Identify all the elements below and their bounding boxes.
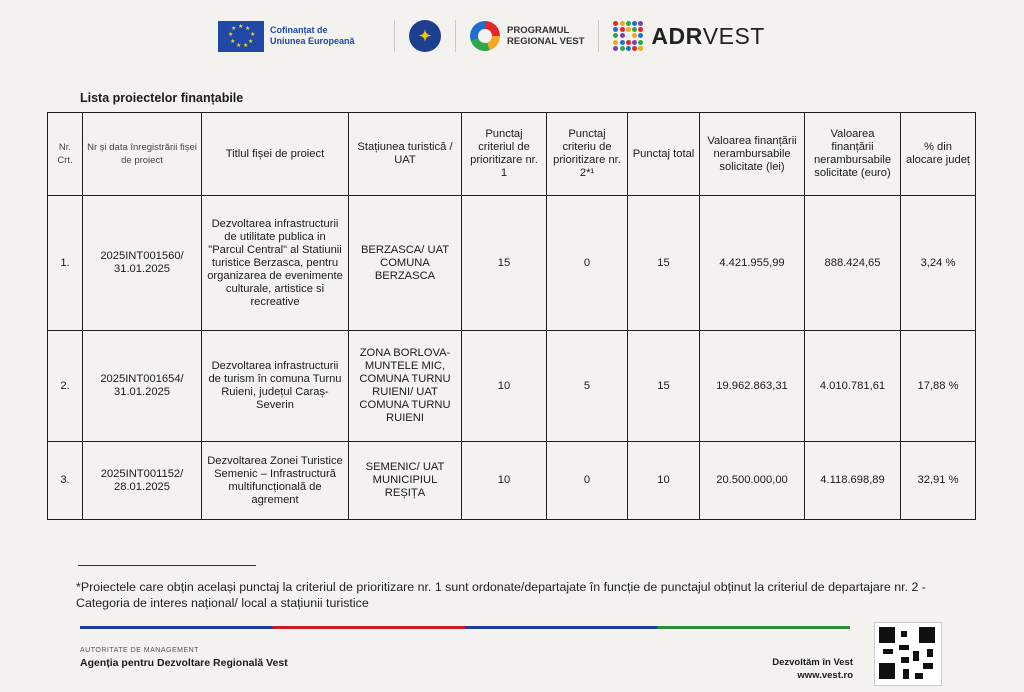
cell-total-score: 10 [628, 442, 700, 520]
header-total-score: Punctaj total [628, 113, 700, 196]
cell-project-title: Dezvoltarea infrastructurii de turism în comuna Turnu Ruieni, județul Caraș-Severin [202, 331, 349, 442]
header-nr: Nr. Crt. [48, 113, 83, 196]
header-value-lei: Valoarea finanțării nerambursabile solicitate (lei) [700, 113, 805, 196]
cell-score-1: 10 [462, 331, 547, 442]
agency-name: Agenția pentru Dezvoltare Regională Vest [80, 657, 288, 669]
cell-score-1: 10 [462, 442, 547, 520]
header-allocation-percent: % din alocare județ [901, 113, 976, 196]
header-value-euro: Valoarea finanțării nerambursabile solicitate (euro) [805, 113, 901, 196]
cell-score-2: 0 [547, 442, 628, 520]
cell-nr: 3. [48, 442, 83, 520]
header-station: Stațiunea turistică / UAT [349, 113, 462, 196]
cell-nr: 1. [48, 196, 83, 331]
cell-value-lei: 19.962.863,31 [700, 331, 805, 442]
footer-motto [757, 656, 853, 682]
projects-table [47, 112, 976, 520]
cell-nr: 2. [48, 331, 83, 442]
cell-allocation-percent: 17,88 % [901, 331, 976, 442]
website-link[interactable]: www.vest.ro [797, 670, 853, 681]
header-logos [218, 14, 765, 58]
cell-total-score: 15 [628, 331, 700, 442]
eu-cofinancing-label: Cofinanțat de Uniunea Europeană [270, 25, 355, 46]
cell-value-lei: 4.421.955,99 [700, 196, 805, 331]
header-registration: Nr și data înregistrării fișei de proiect [83, 113, 202, 196]
qr-code-icon[interactable] [874, 622, 942, 686]
cell-score-2: 5 [547, 331, 628, 442]
eu-flag-icon: ★ ★ ★ ★ ★ ★ ★ ★ ★ [218, 21, 264, 52]
cell-allocation-percent: 32,91 % [901, 442, 976, 520]
cell-project-title: Dezvoltarea infrastructurii de utilitate publica in "Parcul Central" al Statiunii turistice Berzasca, pentru organizarea de evenimente culturale, artistice si recreative [202, 196, 349, 331]
header-score-1: Punctaj criteriul de prioritizare nr. 1 [462, 113, 547, 196]
cell-total-score: 15 [628, 196, 700, 331]
cell-registration: 2025INT001654/ 31.01.2025 [83, 331, 202, 442]
cell-score-1: 15 [462, 196, 547, 331]
cell-registration: 2025INT001152/ 28.01.2025 [83, 442, 202, 520]
table-row [48, 442, 976, 520]
cell-station: SEMENIC/ UAT MUNICIPIUL REȘIȚA [349, 442, 462, 520]
table-row [48, 196, 976, 331]
footer-color-bar [80, 626, 850, 629]
adr-vest-logo-icon [613, 21, 643, 51]
footnote-divider [78, 565, 256, 566]
cell-station: ZONA BORLOVA-MUNTELE MIC, COMUNA TURNU RUIENI/ UAT COMUNA TURNU RUIENI [349, 331, 462, 442]
table-header-row [48, 113, 976, 196]
cell-score-2: 0 [547, 196, 628, 331]
cell-value-euro: 888.424,65 [805, 196, 901, 331]
footnote: *Proiectele care obțin același punctaj la criteriul de prioritizare nr. 1 sunt ordonate/departajate în funcție de punctajul obținut la criteriul de departajare nr. 2 - Categoria de interes național/ local a stațiunii turistice [76, 580, 926, 610]
list-title: Lista proiectelor finanțabile [80, 91, 244, 105]
cell-project-title: Dezvoltarea Zonei Turistice Semenic – Infrastructură multifuncțională de agrement [202, 442, 349, 520]
cell-value-lei: 20.500.000,00 [700, 442, 805, 520]
cell-value-euro: 4.010.781,61 [805, 331, 901, 442]
header-project-title: Titlul fișei de proiect [202, 113, 349, 196]
regional-program-label: PROGRAMUL REGIONAL VEST [507, 25, 585, 47]
cell-registration: 2025INT001560/ 31.01.2025 [83, 196, 202, 331]
motto-text: Dezvoltăm în Vest [772, 657, 853, 668]
header-score-2: Punctaj criteriu de prioritizare nr. 2*¹ [547, 113, 628, 196]
table-row [48, 331, 976, 442]
cell-allocation-percent: 3,24 % [901, 196, 976, 331]
cell-value-euro: 4.118.698,89 [805, 442, 901, 520]
management-authority-label: AUTORITATE DE MANAGEMENT [80, 647, 199, 654]
regional-program-logo-icon [470, 21, 500, 51]
cell-station: BERZASCA/ UAT COMUNA BERZASCA [349, 196, 462, 331]
romanian-government-seal-icon: ✦ [409, 20, 441, 52]
adr-vest-wordmark: ADRVEST [651, 22, 765, 49]
